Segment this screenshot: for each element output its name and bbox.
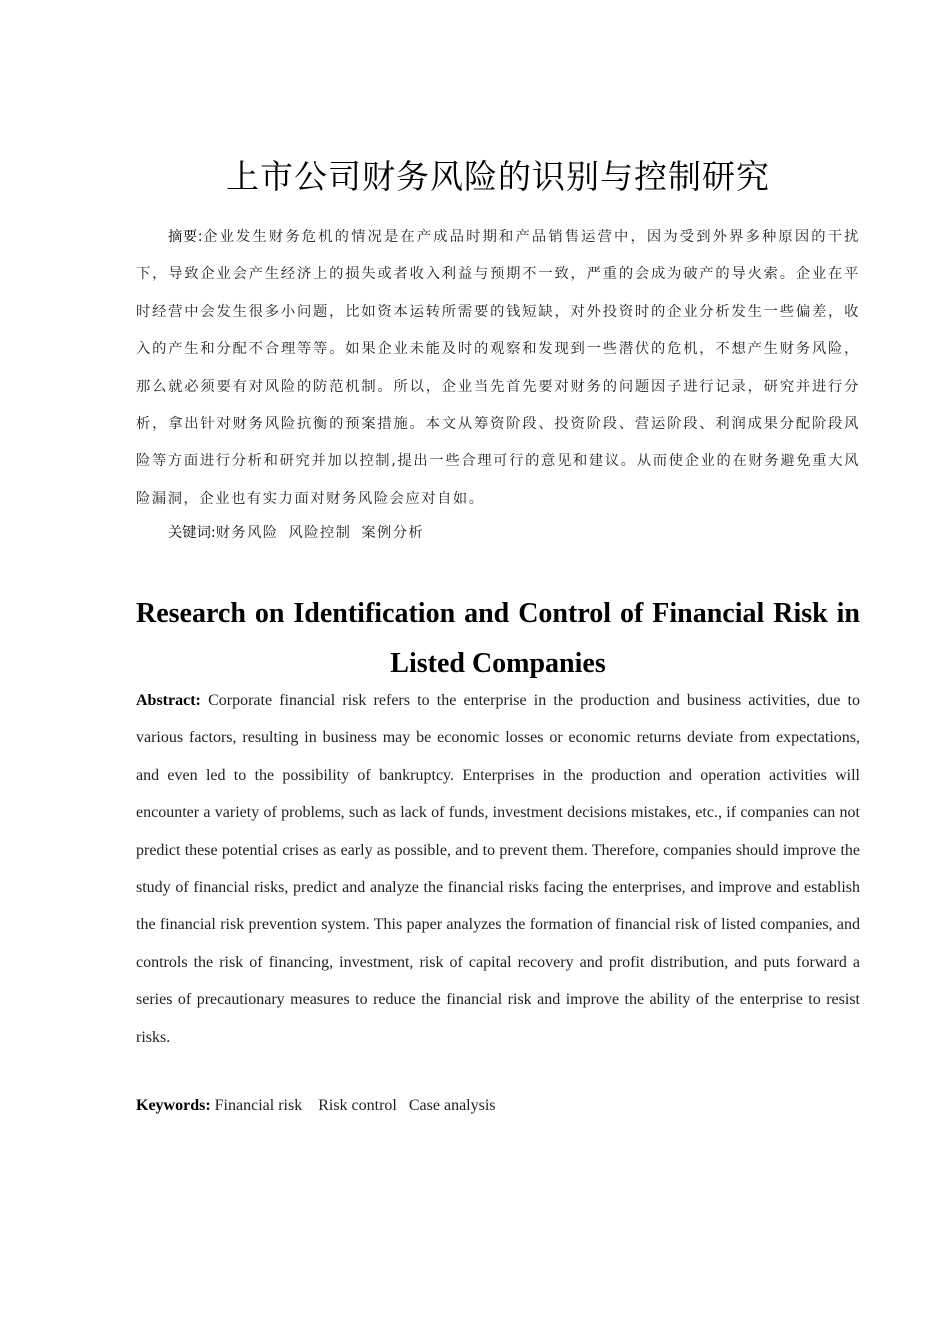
chinese-keywords [168, 515, 860, 552]
chinese-keyword: 财务风险 [215, 525, 279, 541]
english-keyword: Risk control [318, 1097, 397, 1114]
english-keywords-label: Keywords: [136, 1097, 211, 1114]
english-title: Research on Identification and Control of Financial Risk in Listed Companies [136, 598, 860, 679]
english-abstract-text: Corporate financial risk refers to the enterprise in the production and business activities, due to various factors, resulting in business may be economic losses or economic returns deviate from expectations, and even led to the possibility of bankruptcy. Enterprises in the production and operation activities will encounter a variety of problems, such as lack of funds, investment decisions mistakes, etc., if companies can not predict these potential crises as early as possible, and to prevent them. Therefore, companies should improve the study of financial risks, predict and analyze the financial risks facing the enterprises, and improve and establish the financial risk prevention system. This paper analyzes the formation of financial risk of listed companies, and controls the risk of financing, investment, risk of capital recovery and profit distribution, and puts forward a series of precautionary measures to reduce the financial risk and improve the ability of the enterprise to resist risks. [136, 692, 861, 1046]
english-keywords [136, 1087, 860, 1124]
chinese-keywords-label: 关键词: [168, 525, 216, 541]
chinese-abstract-label: 摘要: [168, 229, 203, 245]
english-keyword: Case analysis [408, 1097, 496, 1114]
english-abstract-label: Abstract: [136, 692, 201, 709]
chinese-keyword: 风险控制 [288, 525, 352, 541]
chinese-keyword: 案例分析 [361, 525, 425, 541]
english-keyword: Financial risk [214, 1097, 303, 1114]
chinese-abstract-text: 企业发生财务危机的情况是在产成品时期和产品销售运营中，因为受到外界多种原因的干扰下，导致企业会产生经济上的损失或者收入利益与预期不一致，严重的会成为破产的导火索。企业在平时经营中会发生很多小问题，比如资本运转所需要的钱短缺，对外投资时的企业分析发生一些偏差，收入的产生和分配不合理等等。如果企业未能及时的观察和发现到一些潜伏的危机，不想产生财务风险，那么就必须要有对风险的防范机制。所以，企业当先首先要对财务的问题因子进行记录，研究并进行分析，拿出针对财务风险抗衡的预案措施。本文从筹资阶段、投资阶段、营运阶段、利润成果分配阶段风险等方面进行分析和研究并加以控制,提出一些合理可行的意见和建议。从而使企业的在财务避免重大风险漏洞，企业也有实力面对财务风险会应对自如。 [136, 229, 860, 507]
chinese-abstract [136, 219, 860, 518]
english-abstract [136, 682, 860, 1056]
chinese-title: 上市公司财务风险的识别与控制研究 [226, 157, 770, 196]
